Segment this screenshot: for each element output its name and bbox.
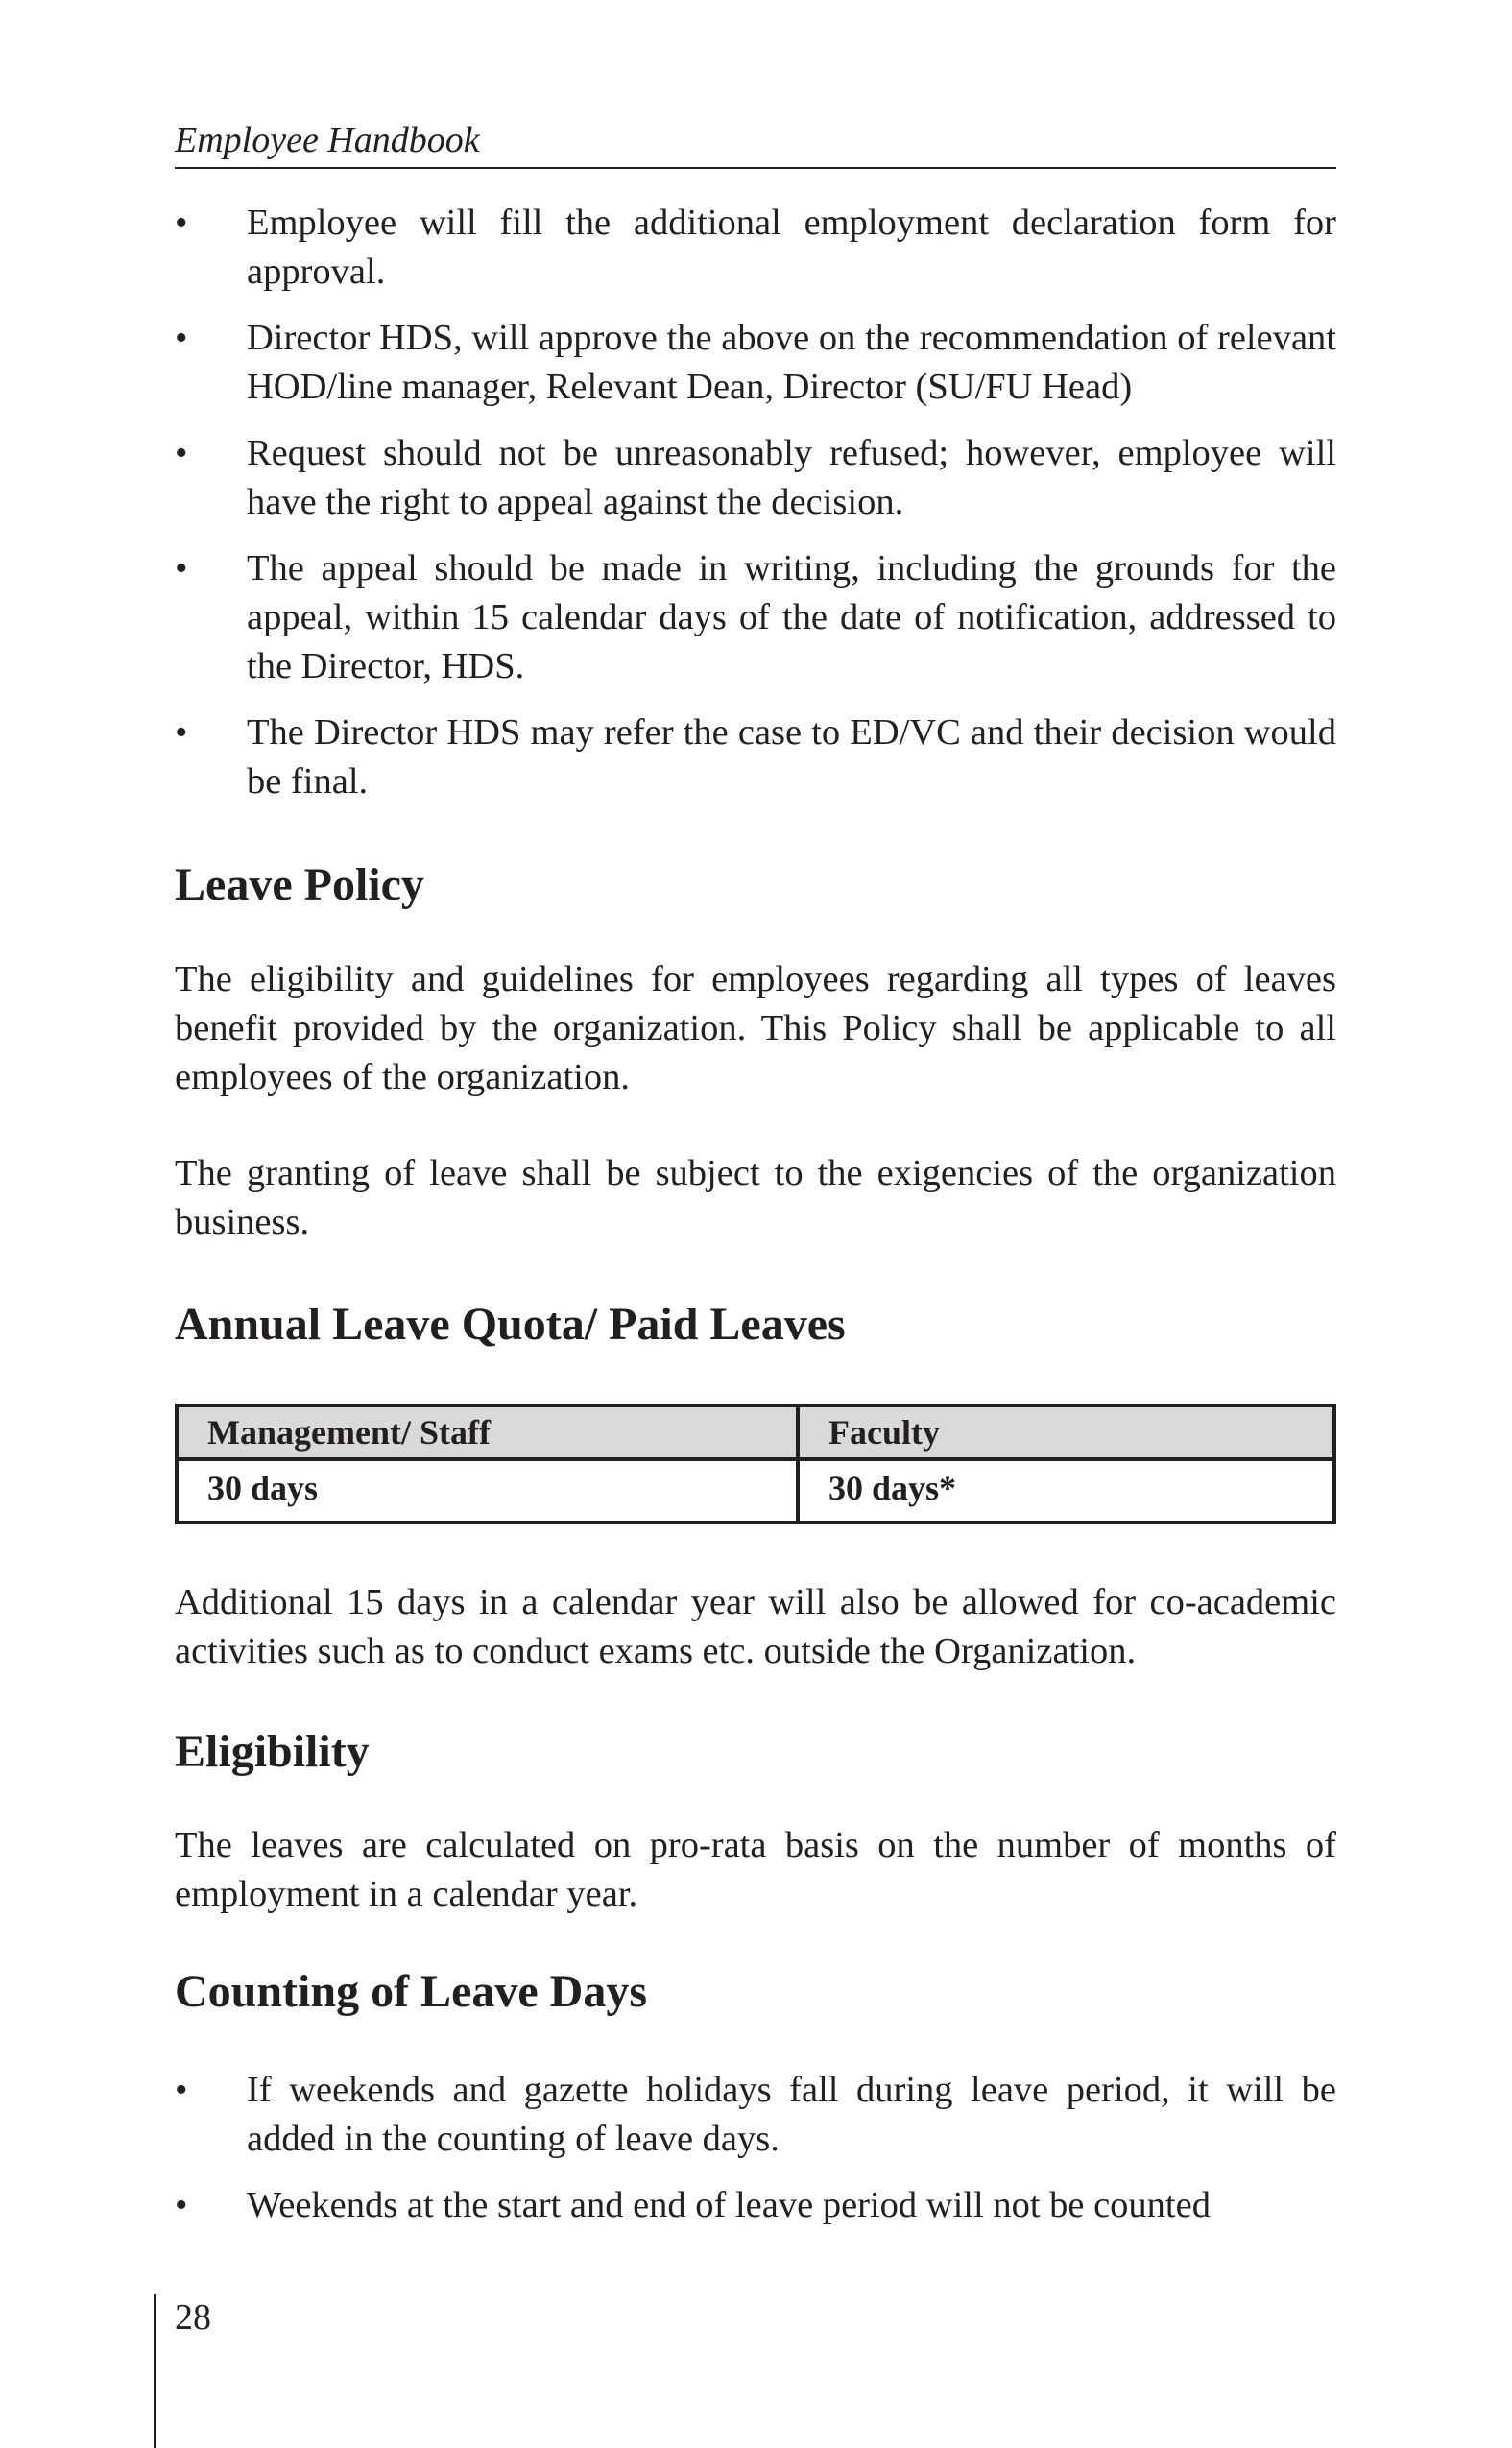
bullet-icon: • <box>175 318 188 358</box>
table-cell: 30 days* <box>798 1459 1334 1523</box>
counting-heading: Counting of Leave Days <box>175 1966 648 2017</box>
counting-rules-list <box>175 2066 1336 2247</box>
list-item-text: If weekends and gazette holidays fall during leave period, it will be added in the counting of leave days. <box>247 2070 1336 2159</box>
list-item <box>175 429 1336 527</box>
bullet-icon: • <box>175 2185 188 2225</box>
running-header: Employee Handbook <box>175 117 1336 169</box>
table-cell: 30 days <box>177 1459 798 1523</box>
list-item <box>175 199 1336 297</box>
bullet-icon: • <box>175 203 188 243</box>
table-header-row <box>177 1405 1334 1459</box>
bullet-icon: • <box>175 2070 188 2110</box>
bullet-icon: • <box>175 433 188 473</box>
list-item <box>175 2181 1336 2230</box>
eligibility-paragraph: The leaves are calculated on pro-rata basis on the number of months of employment in a calendar year. <box>175 1825 1336 1914</box>
list-item <box>175 544 1336 691</box>
list-item-text: Employee will fill the additional employment declaration form for approval. <box>247 203 1336 292</box>
list-item-text: Director HDS, will approve the above on the recommendation of relevant HOD/line manager, Relevant Dean, Director (SU/FU Head) <box>247 318 1336 407</box>
leave-policy-paragraph: The eligibility and guidelines for employees regarding all types of leaves benefit provided by the organization. This Policy shall be applicable to all employees of the organization. <box>175 959 1336 1097</box>
margin-rule-divider <box>154 2294 156 2448</box>
leave-granting-paragraph: The granting of leave shall be subject to the exigencies of the organization business. <box>175 1153 1336 1242</box>
additional-leave-note: Additional 15 days in a calendar year will also be allowed for co-academic activities such as to conduct exams etc. outside the Organization. <box>175 1582 1336 1671</box>
list-item-text: Weekends at the start and end of leave period will not be counted <box>247 2185 1211 2225</box>
approval-procedure-list <box>175 199 1336 824</box>
leave-policy-heading: Leave Policy <box>175 859 424 910</box>
list-item <box>175 314 1336 412</box>
page-number: 28 <box>175 2297 211 2338</box>
list-item-text: The Director HDS may refer the case to ED/VC and their decision would be final. <box>247 712 1336 802</box>
list-item <box>175 2066 1336 2164</box>
leave-quota-table <box>175 1404 1336 1524</box>
list-item-text: Request should not be unreasonably refused; however, employee will have the right to appeal against the decision. <box>247 433 1336 522</box>
table-row <box>177 1459 1334 1523</box>
bullet-icon: • <box>175 712 188 753</box>
column-header-faculty: Faculty <box>798 1405 1334 1459</box>
eligibility-heading: Eligibility <box>175 1726 370 1777</box>
annual-leave-heading: Annual Leave Quota/ Paid Leaves <box>175 1299 846 1350</box>
column-header-management: Management/ Staff <box>177 1405 798 1459</box>
list-item-text: The appeal should be made in writing, including the grounds for the appeal, within 15 calendar days of the date of notification, addressed to the Director, HDS. <box>247 548 1336 686</box>
list-item <box>175 708 1336 806</box>
bullet-icon: • <box>175 548 188 588</box>
